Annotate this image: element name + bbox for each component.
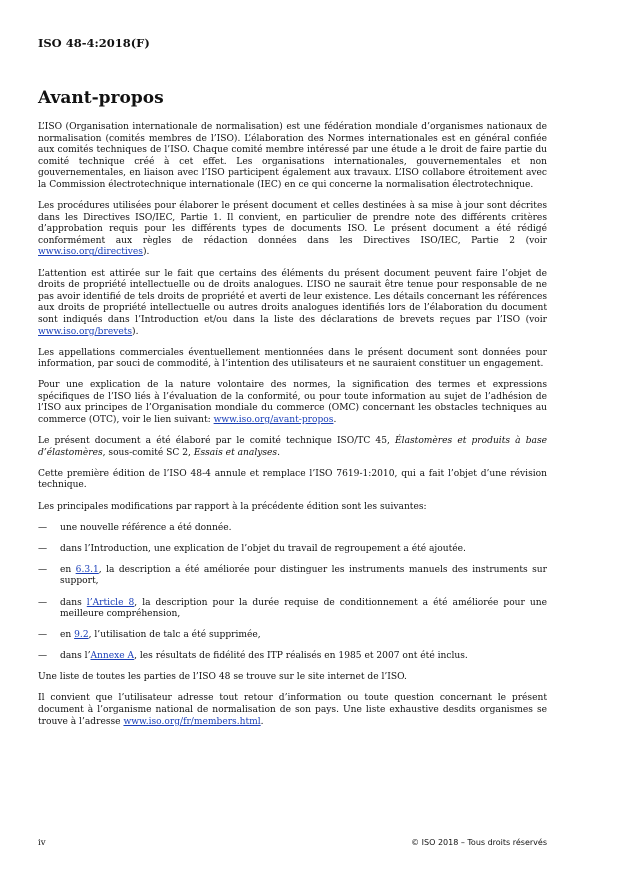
copyright-notice: © ISO 2018 – Tous droits réservés bbox=[411, 838, 547, 847]
paragraph-patents: L’attention est attirée sur le fait que certains des éléments du présent document peuvent faire l’objet de droits de propriété intellectuelle ou de droits analogues. L’ISO ne saurait être tenue pour responsable de ne pas avoir identifié de tels droits de propriété et averti de leur existence. Les détails concernant les références aux droits de propriété intellectuelle ou autres droits analogues identifiés lors de l’élaboration du document sont indiqués dans l’Introduction et/ou dans la liste des déclarations de brevets reçues par l’ISO (voir www.iso.org/brevets). bbox=[38, 268, 547, 337]
page-number: iv bbox=[38, 838, 46, 848]
members-link[interactable]: www.iso.org/fr/members.html bbox=[123, 716, 261, 727]
annex-a-link[interactable]: Annexe A bbox=[90, 651, 135, 662]
list-item: — dans l’Article 8, la description pour la durée requise de conditionnement a été améliorée pour une meilleure compréhension, bbox=[38, 597, 547, 620]
clause-9-2-link[interactable]: 9.2 bbox=[74, 630, 89, 641]
paragraph-voluntary-nature: Pour une explication de la nature volontaire des normes, la signification des termes et expressions spécifiques de l’ISO liés à l’évaluation de la conformité, ou pour toute information au sujet de l’adhésion de l’ISO aux principes de l’Organisation mondiale du commerce (OMC) concernant les obstacles techniques au commerce (OTC), voir le lien suivant: www.iso.org/avant-propos. bbox=[38, 380, 547, 426]
section-title: Avant-propos bbox=[38, 88, 164, 108]
paragraph-feedback: Il convient que l’utilisateur adresse tout retour d’information ou toute question concernant le présent document à l’organisme national de normalisation de son pays. Une liste exhaustive desdits organismes se trouve à l’adresse www.iso.org/fr/members.html. bbox=[38, 693, 547, 727]
clause-6-3-1-link[interactable]: 6.3.1 bbox=[75, 564, 99, 575]
list-item: — dans l’Annexe A, les résultats de fidélité des ITP réalisés en 1985 et 2007 ont été inclus. bbox=[38, 651, 468, 662]
list-item: — dans l’Introduction, une explication de l’objet du travail de regroupement a été ajoutée. bbox=[38, 543, 466, 554]
changes-list bbox=[38, 523, 547, 663]
document-id: ISO 48-4:2018(F) bbox=[38, 36, 150, 50]
patents-link[interactable]: www.iso.org/brevets bbox=[38, 326, 133, 337]
paragraph-iso-organisation: L’ISO (Organisation internationale de normalisation) est une fédération mondiale d’organismes nationaux de normalisation (comités membres de l’ISO). L’élaboration des Normes internationales est en général confiée aux comités techniques de l’ISO. Chaque comité membre intéressé par une étude a le droit de faire partie du comité technique créé à cet effet. Les organisations internationales, gouvernementales et non gouvernementales, en liaison avec l’ISO participent également aux travaux. L’ISO collabore étroitement avec la Commission électrotechnique internationale (IEC) en ce qui concerne la normalisation électrotechnique. bbox=[38, 122, 547, 190]
paragraph-committee: Le présent document a été élaboré par le comité technique ISO/TC 45, Élastomères et produits à base d’élastomères, sous-comité SC 2, Essais et analyses. bbox=[38, 436, 547, 458]
paragraph-procedures: Les procédures utilisées pour élaborer le présent document et celles destinées à sa mise à jour sont décrites dans les Directives ISO/IEC, Partie 1. Il convient, en particulier de prendre note des différents critères d’approbation requis pour les différents types de documents ISO. Le présent document a été rédigé conformément aux règles de rédaction données dans les Directives ISO/IEC, Partie 2 (voir www.iso.org/directives). bbox=[38, 201, 547, 258]
list-item: — une nouvelle référence a été donnée. bbox=[38, 522, 232, 533]
paragraph-parts-list: Une liste de toutes les parties de l’ISO 48 se trouve sur le site internet de l’ISO. bbox=[38, 672, 407, 683]
foreword-link[interactable]: www.iso.org/avant-propos bbox=[213, 415, 334, 426]
paragraph-changes-intro: Les principales modifications par rapport à la précédente édition sont les suivantes: bbox=[38, 501, 427, 512]
list-item: — en 9.2, l’utilisation de talc a été supprimée, bbox=[38, 630, 261, 641]
article-8-link[interactable]: l’Article 8 bbox=[86, 597, 135, 608]
paragraph-edition: Cette première édition de l’ISO 48-4 annule et remplace l’ISO 7619-1:2010, qui a fait l’objet d’une révision technique. bbox=[38, 468, 547, 491]
directives-link[interactable]: www.iso.org/directives bbox=[38, 247, 143, 258]
foreword-body bbox=[38, 122, 547, 738]
list-item: — en 6.3.1, la description a été améliorée pour distinguer les instruments manuels des instruments sur support, bbox=[38, 564, 547, 587]
paragraph-trade-names: Les appellations commerciales éventuellement mentionnées dans le présent document sont données pour information, par souci de commodité, à l’intention des utilisateurs et ne sauraient constituer un engagement. bbox=[38, 347, 547, 370]
